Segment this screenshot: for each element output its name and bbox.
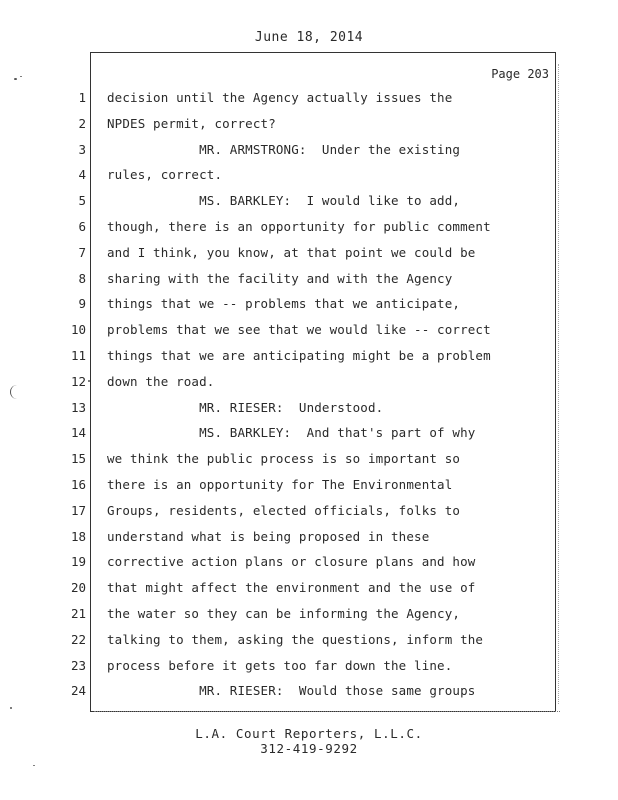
transcript-line: problems that we see that we would like -- correct: [107, 322, 491, 338]
line-number: 6: [78, 218, 86, 234]
transcript-line: decision until the Agency actually issues the: [107, 90, 453, 105]
line-number: 19: [70, 554, 86, 570]
transcript-line: process before it gets too far down the line.: [107, 657, 453, 673]
line-number: 21: [70, 605, 86, 621]
transcript-line: there is an opportunity for The Environmental: [107, 476, 453, 492]
scan-speck: [88, 380, 90, 382]
scan-speck: [14, 78, 17, 80]
line-number: 8: [78, 270, 86, 286]
transcript-line: MR. RIESER: Understood.: [107, 399, 384, 415]
line-number: 24: [70, 683, 86, 699]
transcript-line: NPDES permit, correct?: [107, 115, 276, 131]
transcript-line: and I think, you know, at that point we could be: [107, 244, 476, 260]
line-number: 17: [70, 502, 86, 518]
line-number: 10: [70, 322, 86, 338]
frame-bottom-edge: [94, 711, 560, 715]
transcript-line: MR. ARMSTRONG: Under the existing: [107, 141, 461, 157]
line-number: 7: [78, 244, 86, 260]
transcript-line: corrective action plans or closure plans and how: [107, 554, 476, 570]
scan-speck: [10, 707, 12, 709]
line-number: 16: [70, 476, 86, 492]
line-number-column: [60, 88, 86, 707]
line-number: 9: [78, 296, 86, 312]
transcript-line: that might affect the environment and the use of: [107, 580, 476, 596]
transcript-line: rules, correct.: [107, 167, 223, 183]
line-number: 23: [70, 657, 86, 673]
line-number: 22: [70, 631, 86, 647]
transcript-line: talking to them, asking the questions, inform the: [107, 631, 484, 647]
transcript-line: down the road.: [107, 373, 215, 389]
line-number: 3: [78, 141, 86, 157]
transcript-line: though, there is an opportunity for public comment: [107, 218, 491, 234]
transcript-line: sharing with the facility and with the Agency: [107, 270, 453, 286]
transcript-line: things that we -- problems that we anticipate,: [107, 296, 461, 312]
line-number: 18: [70, 528, 86, 544]
transcript-line: MS. BARKLEY: And that's part of why: [107, 425, 476, 441]
transcript-line: understand what is being proposed in these: [107, 528, 430, 544]
line-number: 11: [70, 347, 86, 363]
line-number: 15: [70, 451, 86, 467]
transcript-text-column: [107, 88, 547, 707]
line-number: 12: [70, 373, 86, 389]
page-number: Page 203: [491, 67, 549, 81]
line-number: 5: [78, 193, 86, 209]
transcript-line: things that we are anticipating might be a problem: [107, 347, 491, 363]
header-date: June 18, 2014: [254, 30, 364, 45]
line-number: 1: [78, 90, 86, 105]
line-number: 4: [78, 167, 86, 183]
scan-speck: [20, 76, 22, 77]
footer-phone: 312-419-9292: [260, 741, 358, 756]
transcript-line: we think the public process is so important so: [107, 451, 461, 467]
transcript-line: the water so they can be informing the Agency,: [107, 605, 461, 621]
line-number: 14: [70, 425, 86, 441]
line-number: 2: [78, 115, 86, 131]
line-number: 13: [70, 399, 86, 415]
scan-mark: [10, 385, 17, 399]
transcript-line: MS. BARKLEY: I would like to add,: [107, 193, 461, 209]
transcript-line: MR. RIESER: Would those same groups: [107, 683, 476, 699]
scan-speck: [33, 765, 35, 766]
line-number: 20: [70, 580, 86, 596]
frame-right-edge: [558, 64, 561, 704]
footer-company: L.A. Court Reporters, L.L.C.: [195, 726, 423, 741]
transcript-line: Groups, residents, elected officials, folks to: [107, 502, 461, 518]
footer: [0, 726, 618, 756]
